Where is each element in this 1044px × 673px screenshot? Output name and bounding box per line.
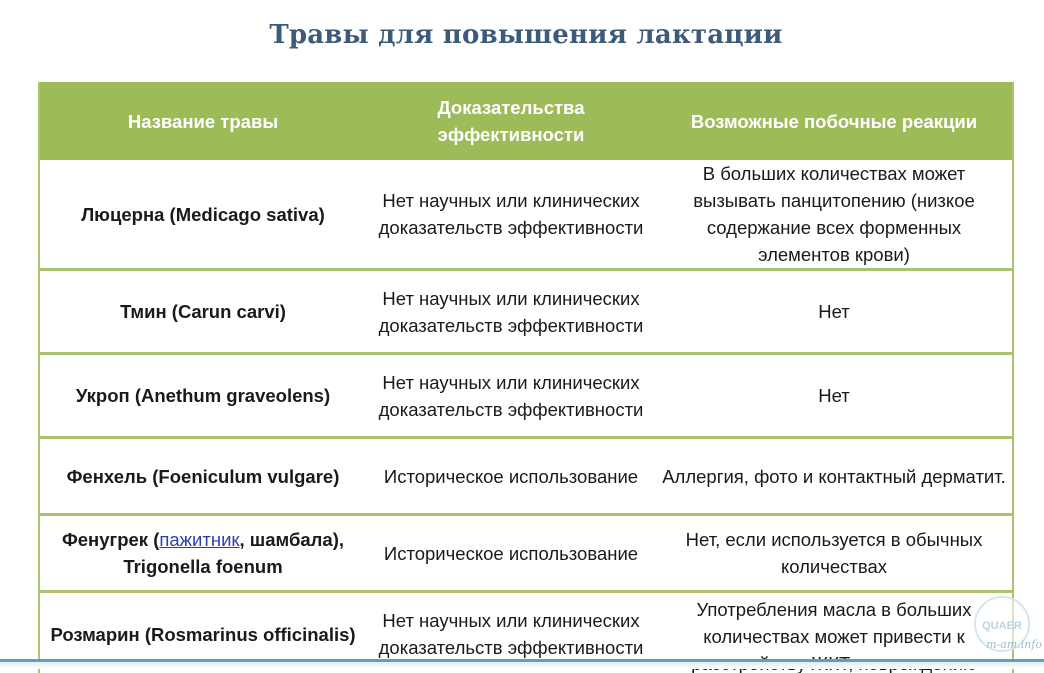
table-row	[40, 516, 1012, 593]
herb-name-suffix: , шамбала), Trigonella foenum	[123, 529, 345, 577]
side-effects-cell: В больших количествах может вызывать панцитопению (низкое содержание всех форменных элементов крови)	[693, 163, 975, 265]
site-watermark: m-am.info	[986, 638, 1042, 651]
header-side-effects: Возможные побочные реакции	[690, 110, 978, 132]
page-title: Травы для повышения лактации	[269, 20, 783, 50]
header-evidence: Доказательства эффективности	[437, 97, 585, 145]
bottom-fade	[0, 662, 1044, 669]
side-effects-cell: Нет, если используется в обычных количествах	[685, 529, 983, 577]
fenugreek-link[interactable]: пажитник	[159, 529, 240, 550]
herbs-table	[38, 82, 1014, 673]
side-effects-cell: Аллергия, фото и контактный дерматит.	[662, 465, 1006, 487]
herb-name: Тмин (Carun carvi)	[120, 301, 286, 322]
table-row	[40, 439, 1012, 516]
table-row	[40, 355, 1012, 439]
evidence-cell: Нет научных или клинических доказательств эффективности	[378, 190, 644, 238]
side-effects-cell: Нет	[818, 301, 850, 322]
evidence-cell: Нет научных или клинических доказательств эффективности	[378, 371, 644, 420]
table-row	[40, 160, 1012, 271]
table-row	[40, 271, 1012, 355]
header-herb-name: Название травы	[127, 110, 279, 132]
side-effects-cell: Нет	[818, 385, 850, 406]
side-effects-cell: Употребления масла в больших количествах может привести к	[696, 599, 972, 647]
evidence-cell: Историческое использование	[383, 542, 639, 564]
herb-name: Укроп (Anethum graveolens)	[75, 385, 331, 406]
herb-name: Розмарин (Rosmarinus officinalis)	[50, 624, 356, 645]
evidence-cell: Историческое использование	[383, 465, 639, 487]
herb-name: Фенхель (Foeniculum vulgare)	[66, 465, 340, 487]
evidence-cell: Нет научных или клинических доказательств эффективности	[378, 610, 644, 658]
herb-name: Люцерна (Medicago sativa)	[81, 203, 325, 225]
evidence-cell: Нет научных или клинических доказательств эффективности	[378, 287, 644, 336]
watermark-logo-icon: QUAER	[974, 596, 1030, 652]
herb-name	[40, 516, 366, 590]
table-header	[40, 82, 1012, 160]
herb-name-prefix: Фенугрек (	[61, 529, 160, 550]
